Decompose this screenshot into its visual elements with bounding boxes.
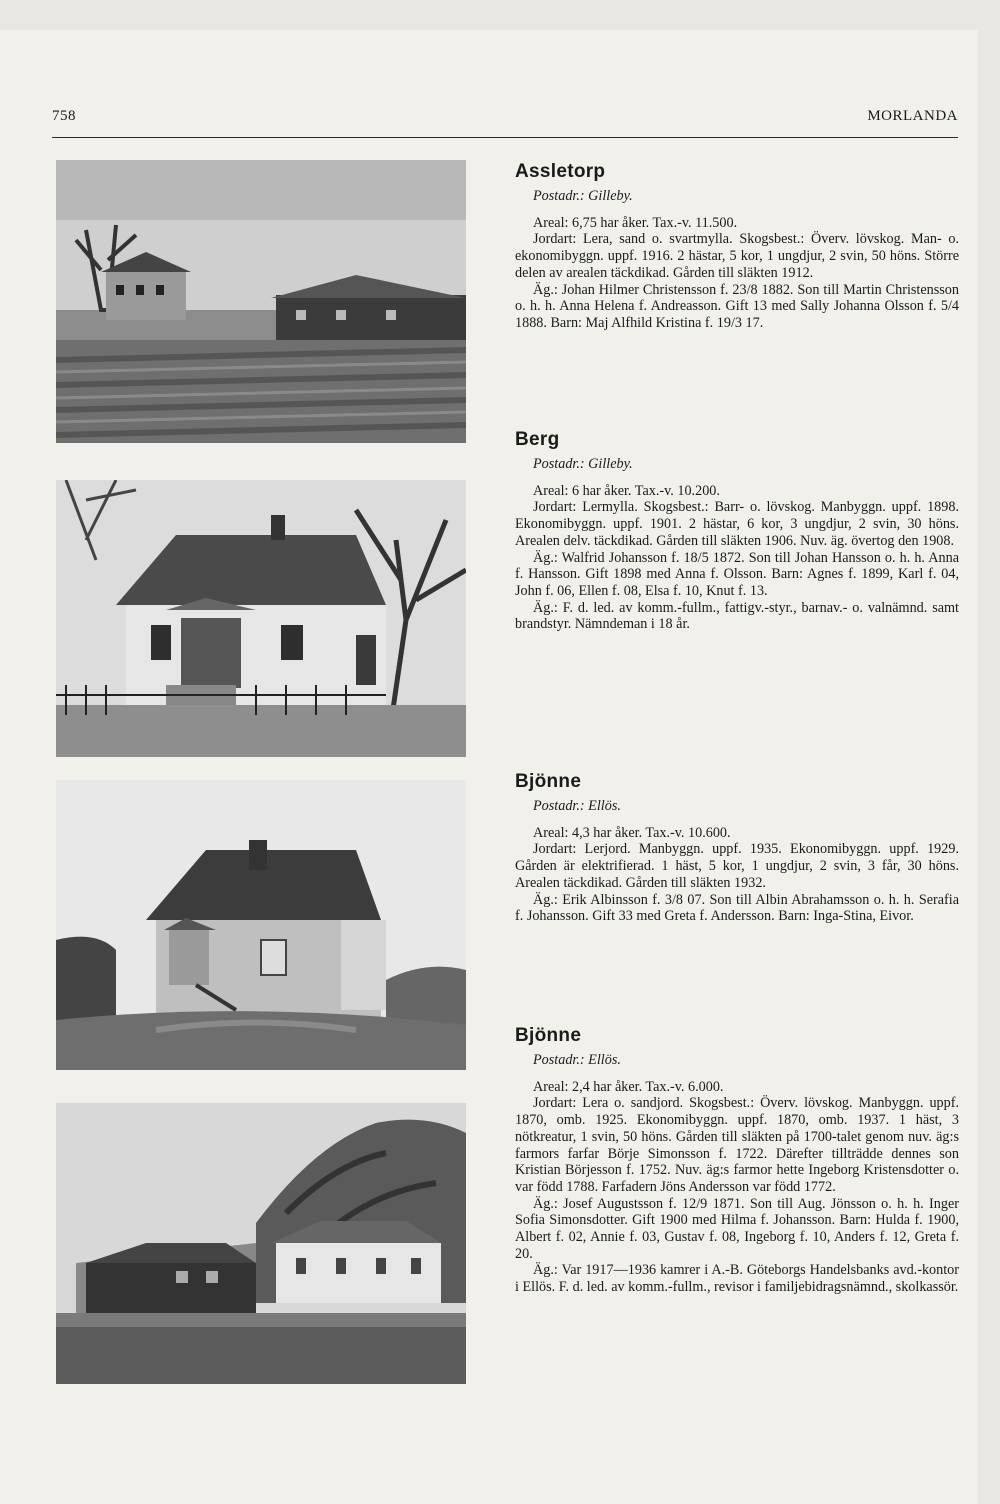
header-rule: [52, 137, 958, 138]
entry-paragraph: Jordart: Lera, sand o. svartmylla. Skogsbest.: Överv. lövskog. Man- o. ekonomibyggn. uppf. 1916. 2 hästar, 5 kor, 1 ungdjur, 2 svin, 50 höns. Större delen av arealen täckdikad. Gården till släkten 1912.: [515, 231, 959, 281]
entry-paragraph: Areal: 6,75 har åker. Tax.-v. 11.500.: [533, 214, 738, 231]
entry-paragraph: Äg.: Johan Hilmer Christensson f. 23/8 1882. Son till Martin Christensson o. h. h. Anna Helena f. Andreasson. Gift 13 med Sally Johanna Olsson f. 5/4 1888. Barn: Maj Alfhild Kristina f. 19/3 17.: [515, 281, 959, 331]
entry-paragraph: Äg.: Josef Augustsson f. 12/9 1871. Son till Aug. Jönsson o. h. h. Inger Sofia Simonsdotter. Gift 1900 med Hilma f. Johansson. Barn: Hulda f. 1900, Albert f. 02, Annie f. 03, Gustav f. 08, Ingeborg f. 10, Anders f. 12, Greta f. 20.: [515, 1195, 959, 1262]
entry-postadr: Postadr.: Gilleby.: [533, 188, 633, 204]
entry-paragraph: Äg.: Walfrid Johansson f. 18/5 1872. Son till Johan Hansson o. h. h. Anna f. Hansson. Gift 1898 med Anna f. Olsson. Barn: Agnes f. 1899, Karl f. 04, John f. 06, Ellen f. 08, Elsa f. 10, Knut f. 13.: [515, 549, 959, 599]
entry-paragraph: Äg.: F. d. led. av komm.-fullm., fattigv.-styr., barnav.- o. valnämnd. samt brandstyr. Nämndeman i 18 år.: [515, 599, 959, 633]
entry-paragraph: Areal: 2,4 har åker. Tax.-v. 6.000.: [533, 1078, 724, 1095]
house-with-trees-icon: [56, 480, 466, 757]
running-head: MORLANDA: [867, 108, 958, 124]
entry-berg: [515, 428, 959, 633]
entry-title: Bjönne: [515, 1025, 582, 1046]
farmstead-under-cliff-icon: [56, 1103, 466, 1384]
photo-bjonne-2: [56, 1103, 466, 1384]
entry-postadr: Postadr.: Ellös.: [533, 798, 621, 814]
entry-postadr: Postadr.: Gilleby.: [533, 456, 633, 472]
entry-postadr: Postadr.: Ellös.: [533, 1052, 621, 1068]
entry-title: Berg: [515, 429, 560, 450]
photo-berg: [56, 480, 466, 757]
house-on-rocks-icon: [56, 780, 466, 1070]
page-number: 758: [52, 108, 76, 124]
photo-bjonne-1: [56, 780, 466, 1070]
entry-title: Assletorp: [515, 161, 606, 182]
entry-paragraph: Äg.: Erik Albinsson f. 3/8 07. Son till Albin Abrahamsson o. h. h. Serafia f. Johansson. Gift 33 med Greta f. Andersson. Barn: Inga-Stina, Eivor.: [515, 891, 959, 925]
photo-assletorp: [56, 160, 466, 443]
entry-paragraph: Äg.: Var 1917—1936 kamrer i A.-B. Göteborgs Handelsbanks avd.-kontor i Ellös. F. d. led. av komm.-fullm., revisor i familjebidragsnämnd., skolkassör.: [515, 1262, 959, 1296]
farm-fields-buildings-icon: [56, 160, 466, 443]
entry-paragraph: Jordart: Lermylla. Skogsbest.: Barr- o. lövskog. Manbyggn. uppf. 1898. Ekonomibyggn. uppf. 1901. 2 hästar, 6 kor, 3 ungdjur, 2 svin, 30 höns. Arealen delv. täckdikad. Gården till släkten 1906. Nuv. äg. övertog den 1908.: [515, 499, 959, 549]
entry-title: Bjönne: [515, 771, 582, 792]
entry-bjonne-1: [515, 770, 959, 925]
entry-paragraph: Jordart: Lerjord. Manbyggn. uppf. 1935. Ekonomibyggn. uppf. 1929. Gården är elektrifierad. 1 häst, 5 kor, 1 ungdjur, 2 svin, 3 får, 30 höns. Arealen täckdikad. Gården till släkten 1932.: [515, 841, 959, 891]
entry-bjonne-2: [515, 1024, 959, 1296]
entry-assletorp: [515, 160, 959, 332]
page-header: [52, 108, 958, 132]
entry-paragraph: Areal: 4,3 har åker. Tax.-v. 10.600.: [533, 824, 731, 841]
entry-paragraph: Areal: 6 har åker. Tax.-v. 10.200.: [533, 482, 720, 499]
entry-paragraph: Jordart: Lera o. sandjord. Skogsbest.: Överv. lövskog. Manbyggn. uppf. 1870, omb. 1925. Ekonomibyggn. uppf. 1870, omb. 1937. 1 häst, 3 nötkreatur, 1 svin, 50 höns. Gården till släkten på 1700-talet genom nuv. äg:s farmors farfar Börje Simonsson f. 1722. Därefter tillträdde dennes son Kristian Börjesson f. 1752. Nuv. äg:s farmor hette Ingeborg Kristensdotter o. var född 1788. Farfadern Jöns Andersson var född 1772.: [515, 1095, 959, 1195]
